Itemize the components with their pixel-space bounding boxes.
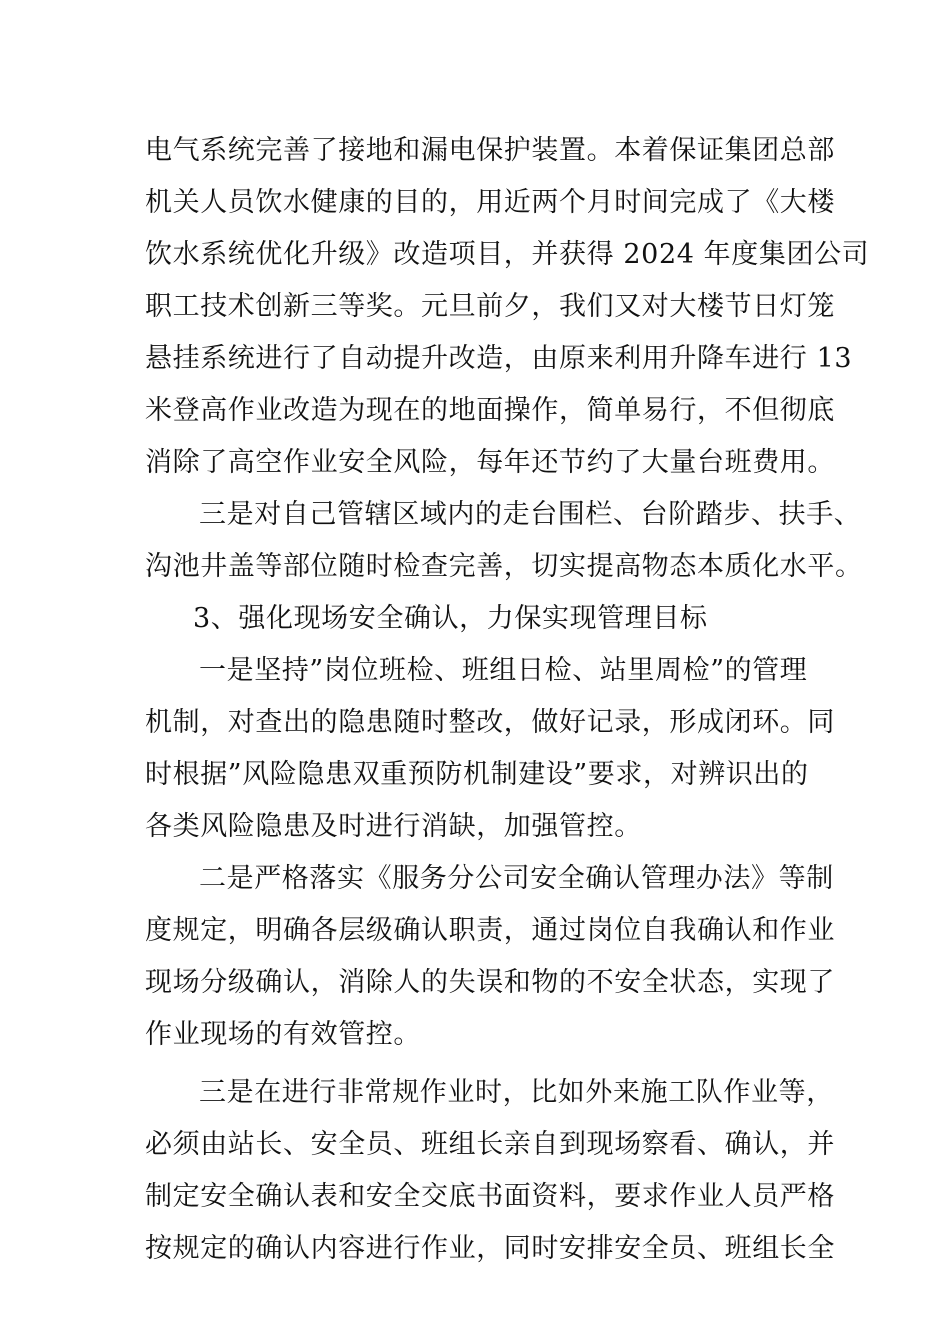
paragraph-start-line: 三是对自己管辖区域内的走台围栏、台阶踏步、扶手、 bbox=[199, 499, 862, 530]
text-line: 沟池井盖等部位随时检查完善，切实提高物态本质化水平。 bbox=[145, 551, 863, 582]
text-line: 饮水系统优化升级》改造项目，并获得 2024 年度集团公司 bbox=[145, 239, 870, 270]
text-line: 按规定的确认内容进行作业，同时安排安全员、班组长全 bbox=[145, 1233, 835, 1264]
text-line: 制定安全确认表和安全交底书面资料，要求作业人员严格 bbox=[145, 1181, 835, 1212]
text-line: 时根据”风险隐患双重预防机制建设”要求，对辨识出的 bbox=[145, 759, 809, 790]
paragraph-start-line: 三是在进行非常规作业时，比如外来施工队作业等， bbox=[199, 1077, 834, 1108]
text-line: 作业现场的有效管控。 bbox=[145, 1019, 421, 1050]
text-line: 必须由站长、安全员、班组长亲自到现场察看、确认，并 bbox=[145, 1129, 835, 1160]
text-line: 消除了高空作业安全风险，每年还节约了大量台班费用。 bbox=[145, 447, 835, 478]
text-line: 机制，对查出的隐患随时整改，做好记录，形成闭环。同 bbox=[145, 707, 835, 738]
document-body bbox=[145, 125, 870, 1275]
text-line: 职工技术创新三等奖。元旦前夕，我们又对大楼节日灯笼 bbox=[145, 291, 835, 322]
text-line: 机关人员饮水健康的目的，用近两个月时间完成了《大楼 bbox=[145, 187, 835, 218]
text-line: 电气系统完善了接地和漏电保护装置。本着保证集团总部 bbox=[145, 135, 835, 166]
text-line: 悬挂系统进行了自动提升改造，由原来利用升降车进行 13 bbox=[145, 343, 853, 374]
paragraph-start-line: 二是严格落实《服务分公司安全确认管理办法》等制 bbox=[199, 863, 834, 894]
text-line: 度规定，明确各层级确认职责，通过岗位自我确认和作业 bbox=[145, 915, 835, 946]
paragraph-start-line: 一是坚持”岗位班检、班组日检、站里周检”的管理 bbox=[199, 655, 808, 686]
text-line: 米登高作业改造为现在的地面操作，简单易行，不但彻底 bbox=[145, 395, 835, 426]
text-line: 现场分级确认，消除人的失误和物的不安全状态，实现了 bbox=[145, 967, 835, 998]
text-line: 各类风险隐患及时进行消缺，加强管控。 bbox=[145, 811, 642, 842]
section-heading: 3、强化现场安全确认，力保实现管理目标 bbox=[193, 603, 708, 634]
